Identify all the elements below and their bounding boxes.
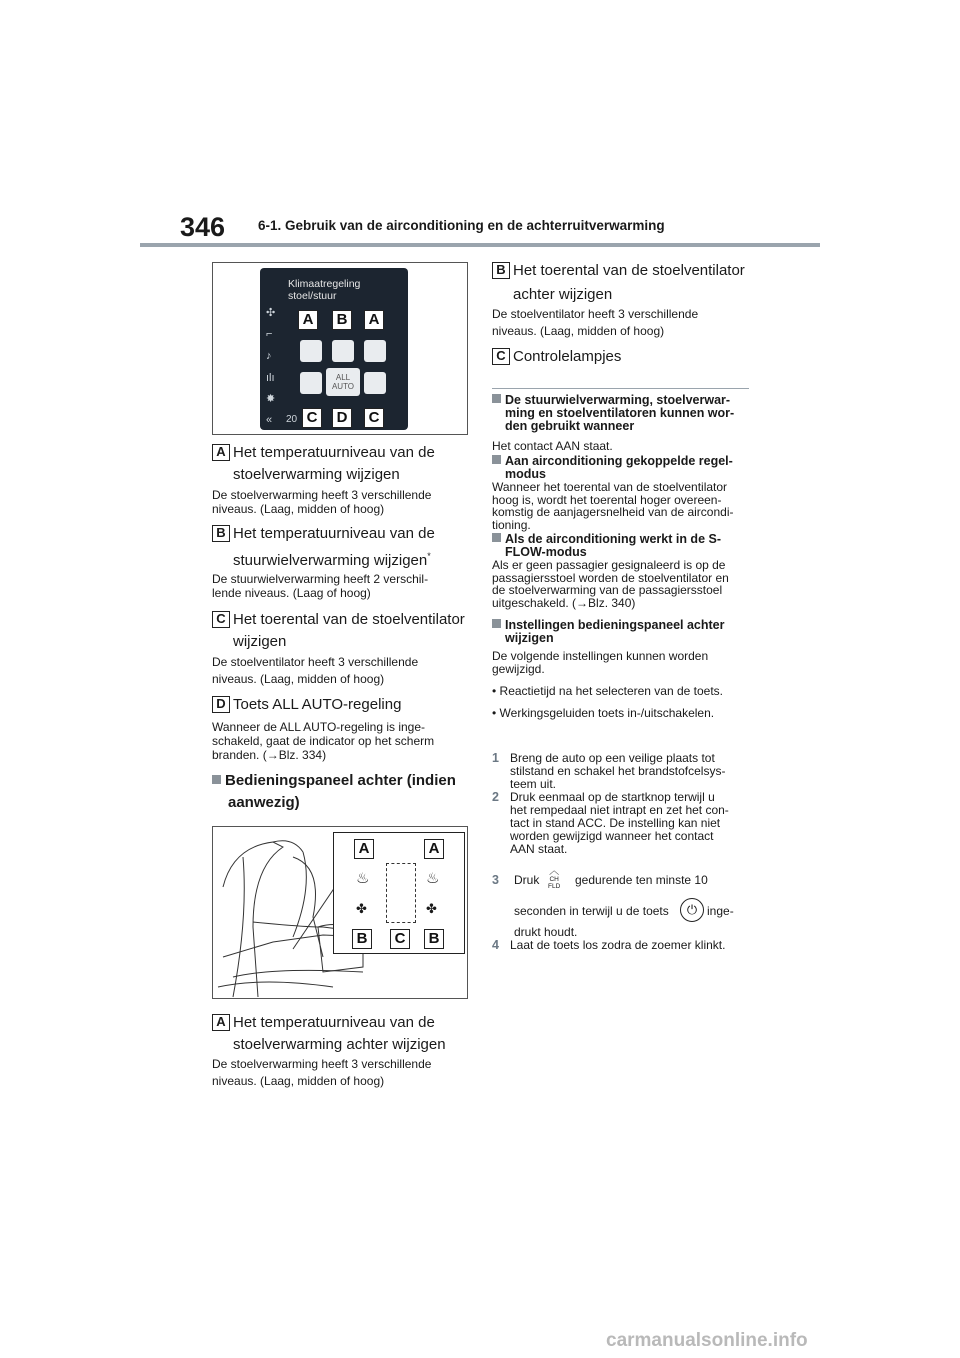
item-c-body-line1: De stoelventilator heeft 3 verschillende bbox=[212, 655, 419, 669]
item-b-head-line2 bbox=[233, 545, 431, 572]
item-b-head-line2-text: stuurwielverwarming wijzigen bbox=[233, 552, 428, 569]
item-c-body-line2: niveaus. (Laag, midden of hoog) bbox=[212, 672, 385, 686]
step-3 bbox=[492, 868, 754, 938]
climate-screen bbox=[260, 268, 408, 430]
note-3-title-line1: Als de airconditioning werkt in de S- bbox=[505, 532, 721, 546]
bullet-2-text: Werkingsgeluiden toets in-/uitschakelen. bbox=[499, 706, 715, 720]
step-2-line5: AAN staat. bbox=[510, 842, 568, 856]
rear-item-a-heading bbox=[212, 1012, 472, 1056]
note-1-body: Het contact AAN staat. bbox=[492, 439, 613, 453]
step-2-line4: worden gewijzigd wanneer het contact bbox=[510, 829, 714, 843]
callout-tag-c: C bbox=[390, 929, 410, 949]
item-c-body bbox=[212, 654, 418, 688]
item-b-body-line1: De stuurwielverwarming heeft 2 verschil- bbox=[212, 572, 429, 586]
bullet-item: • Reactietijd na het selecteren van de toets. bbox=[492, 684, 724, 698]
item-a-body-line2: niveaus. (Laag, midden of hoog) bbox=[212, 502, 385, 516]
rear-item-a-body-line2: niveaus. (Laag, midden of hoog) bbox=[212, 1074, 385, 1088]
item-a-head-line1: Het temperatuurniveau van de bbox=[233, 444, 435, 461]
step-3-text-b: gedurende ten minste 10 bbox=[575, 873, 708, 887]
note-4-body-line2: gewijzigd. bbox=[492, 662, 545, 676]
note-4-body bbox=[492, 650, 754, 676]
item-a-head-line2: stoelverwarming wijzigen bbox=[233, 466, 400, 483]
step-1-line3: teem uit. bbox=[510, 777, 557, 791]
note-4-title-line1: Instellingen bedieningspaneel achter bbox=[505, 618, 725, 632]
item-d-head-line1: Toets ALL AUTO-regeling bbox=[233, 696, 402, 713]
notes-block bbox=[492, 394, 754, 720]
all-auto-line2: AUTO bbox=[331, 382, 355, 391]
note-1-title-line1: De stuurwielverwarming, stoelverwar- bbox=[505, 393, 731, 407]
rear-panel-title-line1: Bedieningspaneel achter (indien bbox=[225, 772, 456, 789]
label-c: C bbox=[212, 611, 230, 628]
step-3-text-e: drukt houdt. bbox=[514, 925, 578, 939]
note-2-body-line2: hoog is, wordt het toerental hoger overeen- bbox=[492, 492, 722, 507]
bullet-item: • Werkingsgeluiden toets in-/uitschakelen. bbox=[492, 706, 715, 720]
music-icon: ♪ bbox=[266, 350, 272, 362]
item-c-head-line2: wijzigen bbox=[233, 633, 287, 650]
item-d-body-line1: Wanneer de ALL AUTO-regeling is inge- bbox=[212, 720, 426, 734]
note-3-body bbox=[492, 559, 754, 609]
item-b-head-line1: Het temperatuurniveau van de bbox=[233, 525, 435, 542]
rear-item-c-heading bbox=[492, 346, 762, 368]
item-d-body-line3: branden. (→Blz. 334) bbox=[212, 748, 327, 762]
footnote-marker: * bbox=[427, 551, 431, 561]
all-auto-button[interactable] bbox=[326, 368, 360, 396]
rear-control-panel-inset bbox=[333, 832, 465, 954]
climate-screen-figure bbox=[212, 262, 468, 435]
ch-fld-button-icon: ︿ CH FLD bbox=[548, 866, 561, 890]
label-b: B bbox=[492, 262, 510, 279]
callout-tag-a: A bbox=[354, 839, 374, 859]
step-2-number: 2 bbox=[492, 790, 499, 804]
step-2-line3: tact in stand ACC. De instelling kan niet bbox=[510, 816, 721, 830]
note-3-body-line3: de stoelverwarming van de passagiersstoel bbox=[492, 583, 723, 597]
step-3-text-a: Druk bbox=[514, 873, 540, 887]
item-b-body-line2: lende niveaus. (Laag of hoog) bbox=[212, 586, 371, 600]
section-square-icon bbox=[492, 455, 501, 464]
rear-item-a-head-line1: Het temperatuurniveau van de bbox=[233, 1014, 435, 1031]
step-2-text bbox=[510, 791, 729, 856]
rear-panel-heading bbox=[212, 770, 456, 814]
rear-item-b-body-line1: De stoelventilator heeft 3 verschillende bbox=[492, 307, 699, 321]
callout-tag-a: A bbox=[424, 839, 444, 859]
callout-tag-c: C bbox=[364, 408, 384, 428]
callout-tag-b: B bbox=[352, 929, 372, 949]
all-auto-line1: ALL bbox=[335, 373, 351, 382]
step-1-line1: Breng de auto op een veilige plaats tot bbox=[510, 751, 715, 765]
section-square-icon bbox=[212, 775, 221, 784]
seat-fan-right-button[interactable] bbox=[364, 372, 386, 394]
seat-heater-left-icon[interactable]: ♨ bbox=[356, 870, 370, 887]
section-square-icon bbox=[492, 533, 501, 542]
item-b-heading bbox=[212, 523, 472, 567]
section-square-icon bbox=[492, 394, 501, 403]
label-c: C bbox=[492, 348, 510, 365]
note-1-title-line2: ming en stoelventilatoren kunnen wor- bbox=[505, 406, 735, 420]
callout-tag-c: C bbox=[302, 408, 322, 428]
watermark: carmanualsonline.info bbox=[606, 1330, 808, 1351]
back-icon: « bbox=[266, 414, 273, 426]
rear-item-b-head-line1: Het toerental van de stoelventilator bbox=[513, 262, 745, 279]
note-4-title bbox=[492, 619, 754, 645]
note-2-title bbox=[492, 455, 754, 481]
header-rule bbox=[140, 243, 820, 247]
seat-heater-right-icon[interactable]: ♨ bbox=[426, 870, 440, 887]
item-c-heading bbox=[212, 609, 472, 653]
seat-fan-left-button[interactable] bbox=[300, 372, 322, 394]
notes-divider bbox=[492, 388, 749, 389]
label-d: D bbox=[212, 696, 230, 713]
item-d-heading bbox=[212, 694, 472, 716]
note-1-title bbox=[492, 394, 754, 433]
item-d-body bbox=[212, 720, 434, 762]
rear-item-a-body bbox=[212, 1056, 431, 1090]
item-a-body-line1: De stoelverwarming heeft 3 verschillende bbox=[212, 488, 432, 502]
bullet-1-text: Reactietijd na het selecteren van de toets. bbox=[499, 684, 724, 698]
seat-fan-left-icon[interactable]: ✤ bbox=[356, 901, 367, 916]
note-2-body bbox=[492, 481, 754, 531]
equalizer-icon: ılı bbox=[266, 372, 275, 384]
rear-panel-title-line2: aanwezig) bbox=[228, 794, 300, 811]
label-a: A bbox=[212, 444, 230, 461]
item-b-body bbox=[212, 572, 428, 600]
note-3-body-line2: passagiersstoel worden de stoelventilator en bbox=[492, 570, 729, 585]
note-1-title-line3: den gebruikt wanneer bbox=[505, 419, 635, 433]
callout-tag-b: B bbox=[332, 310, 352, 330]
step-2-line1: Druk eenmaal op de startknop terwijl u bbox=[510, 790, 715, 804]
label-a: A bbox=[212, 1014, 230, 1031]
step-4-text: Laat de toets los zodra de zoemer klinkt. bbox=[510, 938, 726, 952]
seat-fan-right-icon[interactable]: ✤ bbox=[426, 901, 437, 916]
power-button-icon: ⏻ bbox=[680, 898, 704, 922]
page-number: 346 bbox=[180, 212, 226, 242]
rear-item-b-body-line2: niveaus. (Laag, midden of hoog) bbox=[492, 324, 665, 338]
seat-heater-left-button[interactable] bbox=[300, 340, 322, 362]
step-3-number: 3 bbox=[492, 873, 499, 887]
step-3-text-c: seconden in terwijl u de toets bbox=[514, 904, 669, 918]
note-2-title-line1: Aan airconditioning gekoppelde regel- bbox=[505, 454, 733, 468]
fan-icon: ✣ bbox=[266, 307, 276, 319]
note-3-title-line2: FLOW-modus bbox=[505, 545, 587, 559]
note-4-body-line1: De volgende instellingen kunnen worden bbox=[492, 649, 709, 663]
note-3-body-line4: uitgeschakeld. (→Blz. 340) bbox=[492, 595, 636, 610]
callout-tag-d: D bbox=[332, 408, 352, 428]
note-2-body-line1: Wanneer het toerental van de stoelventilator bbox=[492, 480, 728, 494]
section-title: 6-1. Gebruik van de airconditioning en de achterruitverwarming bbox=[258, 218, 665, 233]
item-d-body-line2: schakeld, gaat de indicator op het scherm bbox=[212, 734, 435, 748]
rear-seat-figure bbox=[212, 826, 468, 999]
item-a-heading bbox=[212, 442, 472, 486]
item-a-body bbox=[212, 488, 431, 516]
step-3-text-d: inge- bbox=[707, 904, 734, 918]
item-c-head-line1: Het toerental van de stoelventilator bbox=[233, 611, 465, 628]
settings-icon: ✸ bbox=[266, 393, 276, 405]
rear-item-a-body-line1: De stoelverwarming heeft 3 verschillende bbox=[212, 1057, 432, 1071]
note-2-body-line3: komstig de aanjagersnelheid van de aircondi- bbox=[492, 505, 734, 519]
rear-item-b-heading bbox=[492, 260, 762, 304]
note-3-title bbox=[492, 533, 754, 559]
note-4-title-line2: wijzigen bbox=[505, 631, 554, 645]
note-2-body-line4: tioning. bbox=[492, 517, 531, 532]
note-3-body-line1: Als er geen passagier gesignaleerd is op de bbox=[492, 558, 726, 572]
seat-icon: ⌐ bbox=[266, 328, 273, 340]
rear-item-a-head-line2: stoelverwarming achter wijzigen bbox=[233, 1036, 446, 1053]
rear-item-c-head-line1: Controlelampjes bbox=[513, 348, 622, 365]
step-1-number: 1 bbox=[492, 751, 499, 765]
indicator-lamps-area bbox=[386, 863, 416, 923]
step-1-text bbox=[510, 752, 725, 791]
note-2-title-line2: modus bbox=[505, 467, 546, 481]
temperature-readout: 20 bbox=[286, 414, 298, 425]
seat-heater-right-button[interactable] bbox=[364, 340, 386, 362]
section-square-icon bbox=[492, 619, 501, 628]
callout-tag-a: A bbox=[364, 310, 384, 330]
rear-item-b-body bbox=[492, 306, 698, 340]
step-2-line2: het rempedaal niet intrapt en zet het con- bbox=[510, 803, 729, 817]
callout-tag-a: A bbox=[298, 310, 318, 330]
rear-item-b-head-line2: achter wijzigen bbox=[513, 286, 613, 303]
ch-fld-label: CH FLD bbox=[548, 876, 561, 890]
callout-tag-b: B bbox=[424, 929, 444, 949]
step-1-line2: stilstand en schakel het brandstofcelsys- bbox=[510, 764, 726, 778]
steering-heater-button[interactable] bbox=[332, 340, 354, 362]
step-4-number: 4 bbox=[492, 938, 499, 952]
screen-title: Klimaatregeling stoel/stuur bbox=[288, 278, 361, 302]
label-b: B bbox=[212, 525, 230, 542]
